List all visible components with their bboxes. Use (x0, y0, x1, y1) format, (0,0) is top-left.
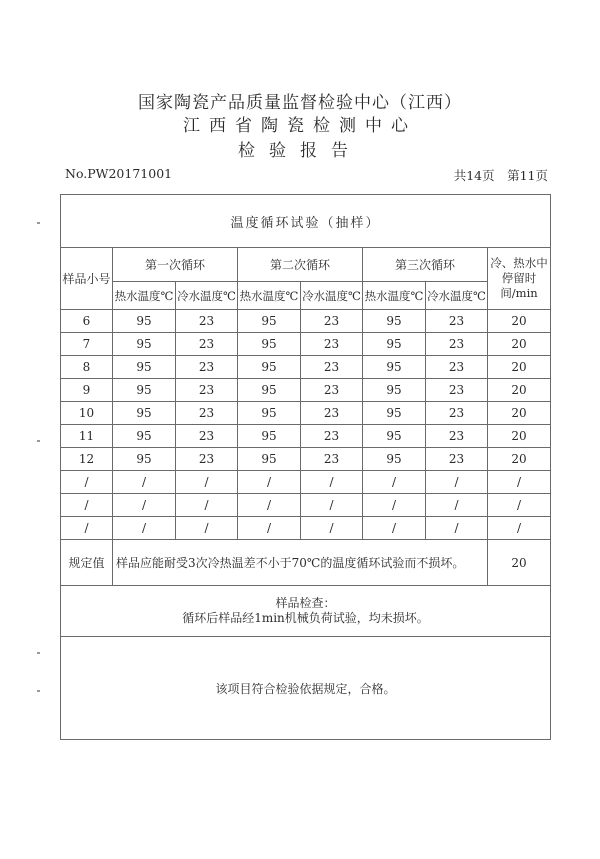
cycle1-cold-cell: / (176, 471, 238, 494)
table-row (61, 448, 551, 471)
cycle1-hot-cell: 95 (113, 310, 176, 333)
requirement-label: 规定值 (61, 540, 113, 586)
cycle1-cold-cell: 23 (176, 425, 238, 448)
cycle3-cold-cell: 23 (426, 425, 488, 448)
cycle3-cold-cell: 23 (426, 310, 488, 333)
cycle1-cold-cell: 23 (176, 310, 238, 333)
cycle1-cold-cell: 23 (176, 448, 238, 471)
table-row (61, 402, 551, 425)
sample-number-cell: 11 (61, 425, 113, 448)
sample-number-cell: / (61, 471, 113, 494)
test-table (60, 194, 551, 740)
dwell-time-header: 冷、热水中停留时间/min (488, 248, 551, 310)
sample-number-cell: 9 (61, 379, 113, 402)
cycle2-hot-cell: / (238, 471, 301, 494)
cycle2-cold-cell: 23 (301, 333, 363, 356)
dwell-time-cell: 20 (488, 356, 551, 379)
inspection-cell (61, 586, 551, 637)
cycle1-cold-cell: / (176, 494, 238, 517)
dwell-time-cell: / (488, 517, 551, 540)
page-info: 共14页 第11页 (453, 168, 548, 183)
inspection-label: 样品检查： (275, 596, 336, 610)
scan-mark (37, 440, 40, 442)
dwell-time-cell: 20 (488, 310, 551, 333)
cycle1-cold-cell: 23 (176, 333, 238, 356)
sample-number-cell: 6 (61, 310, 113, 333)
cold-water-header: 冷水温度℃ (426, 282, 488, 310)
table-row (61, 310, 551, 333)
cycle3-hot-cell: 95 (363, 356, 426, 379)
dwell-time-cell: 20 (488, 448, 551, 471)
cycle2-cold-cell: 23 (301, 425, 363, 448)
cycle3-hot-cell: 95 (363, 379, 426, 402)
cycle1-cold-cell: 23 (176, 402, 238, 425)
cold-water-header: 冷水温度℃ (301, 282, 363, 310)
sample-number-cell: 12 (61, 448, 113, 471)
table-row (61, 425, 551, 448)
dwell-time-cell: 20 (488, 379, 551, 402)
cycle2-hot-cell: / (238, 517, 301, 540)
cycle2-hot-cell: 95 (238, 448, 301, 471)
cycle3-hot-cell: 95 (363, 448, 426, 471)
scan-mark (37, 690, 40, 692)
sample-number-cell: 10 (61, 402, 113, 425)
report-title-line3: 检验报告 (238, 141, 362, 161)
cycle2-hot-cell: 95 (238, 379, 301, 402)
cycle3-cold-cell: 23 (426, 379, 488, 402)
table-row (61, 333, 551, 356)
report-number: No.PW20171001 (65, 166, 173, 181)
cycle1-cold-cell: / (176, 517, 238, 540)
cycle-1-header: 第一次循环 (113, 248, 238, 282)
cycle1-hot-cell: / (113, 471, 176, 494)
cycle2-hot-cell: / (238, 494, 301, 517)
scan-mark (37, 222, 40, 224)
cycle2-cold-cell: 23 (301, 402, 363, 425)
cycle1-cold-cell: 23 (176, 379, 238, 402)
cycle2-cold-cell: / (301, 517, 363, 540)
cycle3-cold-cell: 23 (426, 448, 488, 471)
cycle1-hot-cell: 95 (113, 333, 176, 356)
report-title-line2: 江西省陶瓷检测中心 (183, 116, 417, 136)
table-row (61, 494, 551, 517)
table-row (61, 517, 551, 540)
sample-number-cell: / (61, 517, 113, 540)
cycle2-cold-cell: / (301, 471, 363, 494)
cycle2-cold-cell: 23 (301, 310, 363, 333)
cycle3-cold-cell: 23 (426, 402, 488, 425)
cycle1-hot-cell: 95 (113, 379, 176, 402)
table-row (61, 379, 551, 402)
cold-water-header: 冷水温度℃ (176, 282, 238, 310)
sample-column-header: 样品小号 (61, 248, 113, 310)
requirement-text: 样品应能耐受3次冷热温差不小于70℃的温度循环试验而不损坏。 (113, 540, 488, 586)
requirement-value: 20 (488, 540, 551, 586)
hot-water-header: 热水温度℃ (113, 282, 176, 310)
cycle2-cold-cell: / (301, 494, 363, 517)
cycle1-hot-cell: 95 (113, 356, 176, 379)
scan-mark (37, 652, 40, 654)
cycle2-cold-cell: 23 (301, 448, 363, 471)
cycle3-hot-cell: 95 (363, 310, 426, 333)
cycle-2-header: 第二次循环 (238, 248, 363, 282)
cycle3-hot-cell: / (363, 471, 426, 494)
cycle1-hot-cell: 95 (113, 402, 176, 425)
cycle2-hot-cell: 95 (238, 310, 301, 333)
cycle1-hot-cell: / (113, 517, 176, 540)
sample-number-cell: 8 (61, 356, 113, 379)
section-title: 温度循环试验（抽样） (61, 195, 551, 248)
cycle-3-header: 第三次循环 (363, 248, 488, 282)
table-row (61, 471, 551, 494)
dwell-time-cell: / (488, 494, 551, 517)
dwell-time-cell: 20 (488, 425, 551, 448)
cycle3-hot-cell: 95 (363, 425, 426, 448)
cycle1-hot-cell: 95 (113, 425, 176, 448)
table-row (61, 356, 551, 379)
cycle3-hot-cell: / (363, 494, 426, 517)
cycle2-hot-cell: 95 (238, 356, 301, 379)
cycle3-hot-cell: 95 (363, 333, 426, 356)
cycle3-hot-cell: 95 (363, 402, 426, 425)
cycle2-cold-cell: 23 (301, 379, 363, 402)
conclusion-text: 该项目符合检验依据规定，合格。 (61, 637, 551, 740)
cycle1-hot-cell: / (113, 494, 176, 517)
cycle1-cold-cell: 23 (176, 356, 238, 379)
cycle3-cold-cell: 23 (426, 333, 488, 356)
cycle1-hot-cell: 95 (113, 448, 176, 471)
dwell-time-cell: / (488, 471, 551, 494)
report-title-line1: 国家陶瓷产品质量监督检验中心（江西） (138, 93, 462, 113)
sample-number-cell: 7 (61, 333, 113, 356)
cycle2-hot-cell: 95 (238, 333, 301, 356)
cycle2-hot-cell: 95 (238, 402, 301, 425)
dwell-time-cell: 20 (488, 333, 551, 356)
cycle3-cold-cell: 23 (426, 356, 488, 379)
data-body (61, 310, 551, 540)
cycle3-cold-cell: / (426, 471, 488, 494)
hot-water-header: 热水温度℃ (363, 282, 426, 310)
dwell-time-cell: 20 (488, 402, 551, 425)
cycle3-hot-cell: / (363, 517, 426, 540)
sample-number-cell: / (61, 494, 113, 517)
cycle3-cold-cell: / (426, 517, 488, 540)
hot-water-header: 热水温度℃ (238, 282, 301, 310)
inspection-text: 循环后样品经1min机械负荷试验，均未损坏。 (182, 611, 429, 625)
cycle2-hot-cell: 95 (238, 425, 301, 448)
cycle3-cold-cell: / (426, 494, 488, 517)
cycle2-cold-cell: 23 (301, 356, 363, 379)
